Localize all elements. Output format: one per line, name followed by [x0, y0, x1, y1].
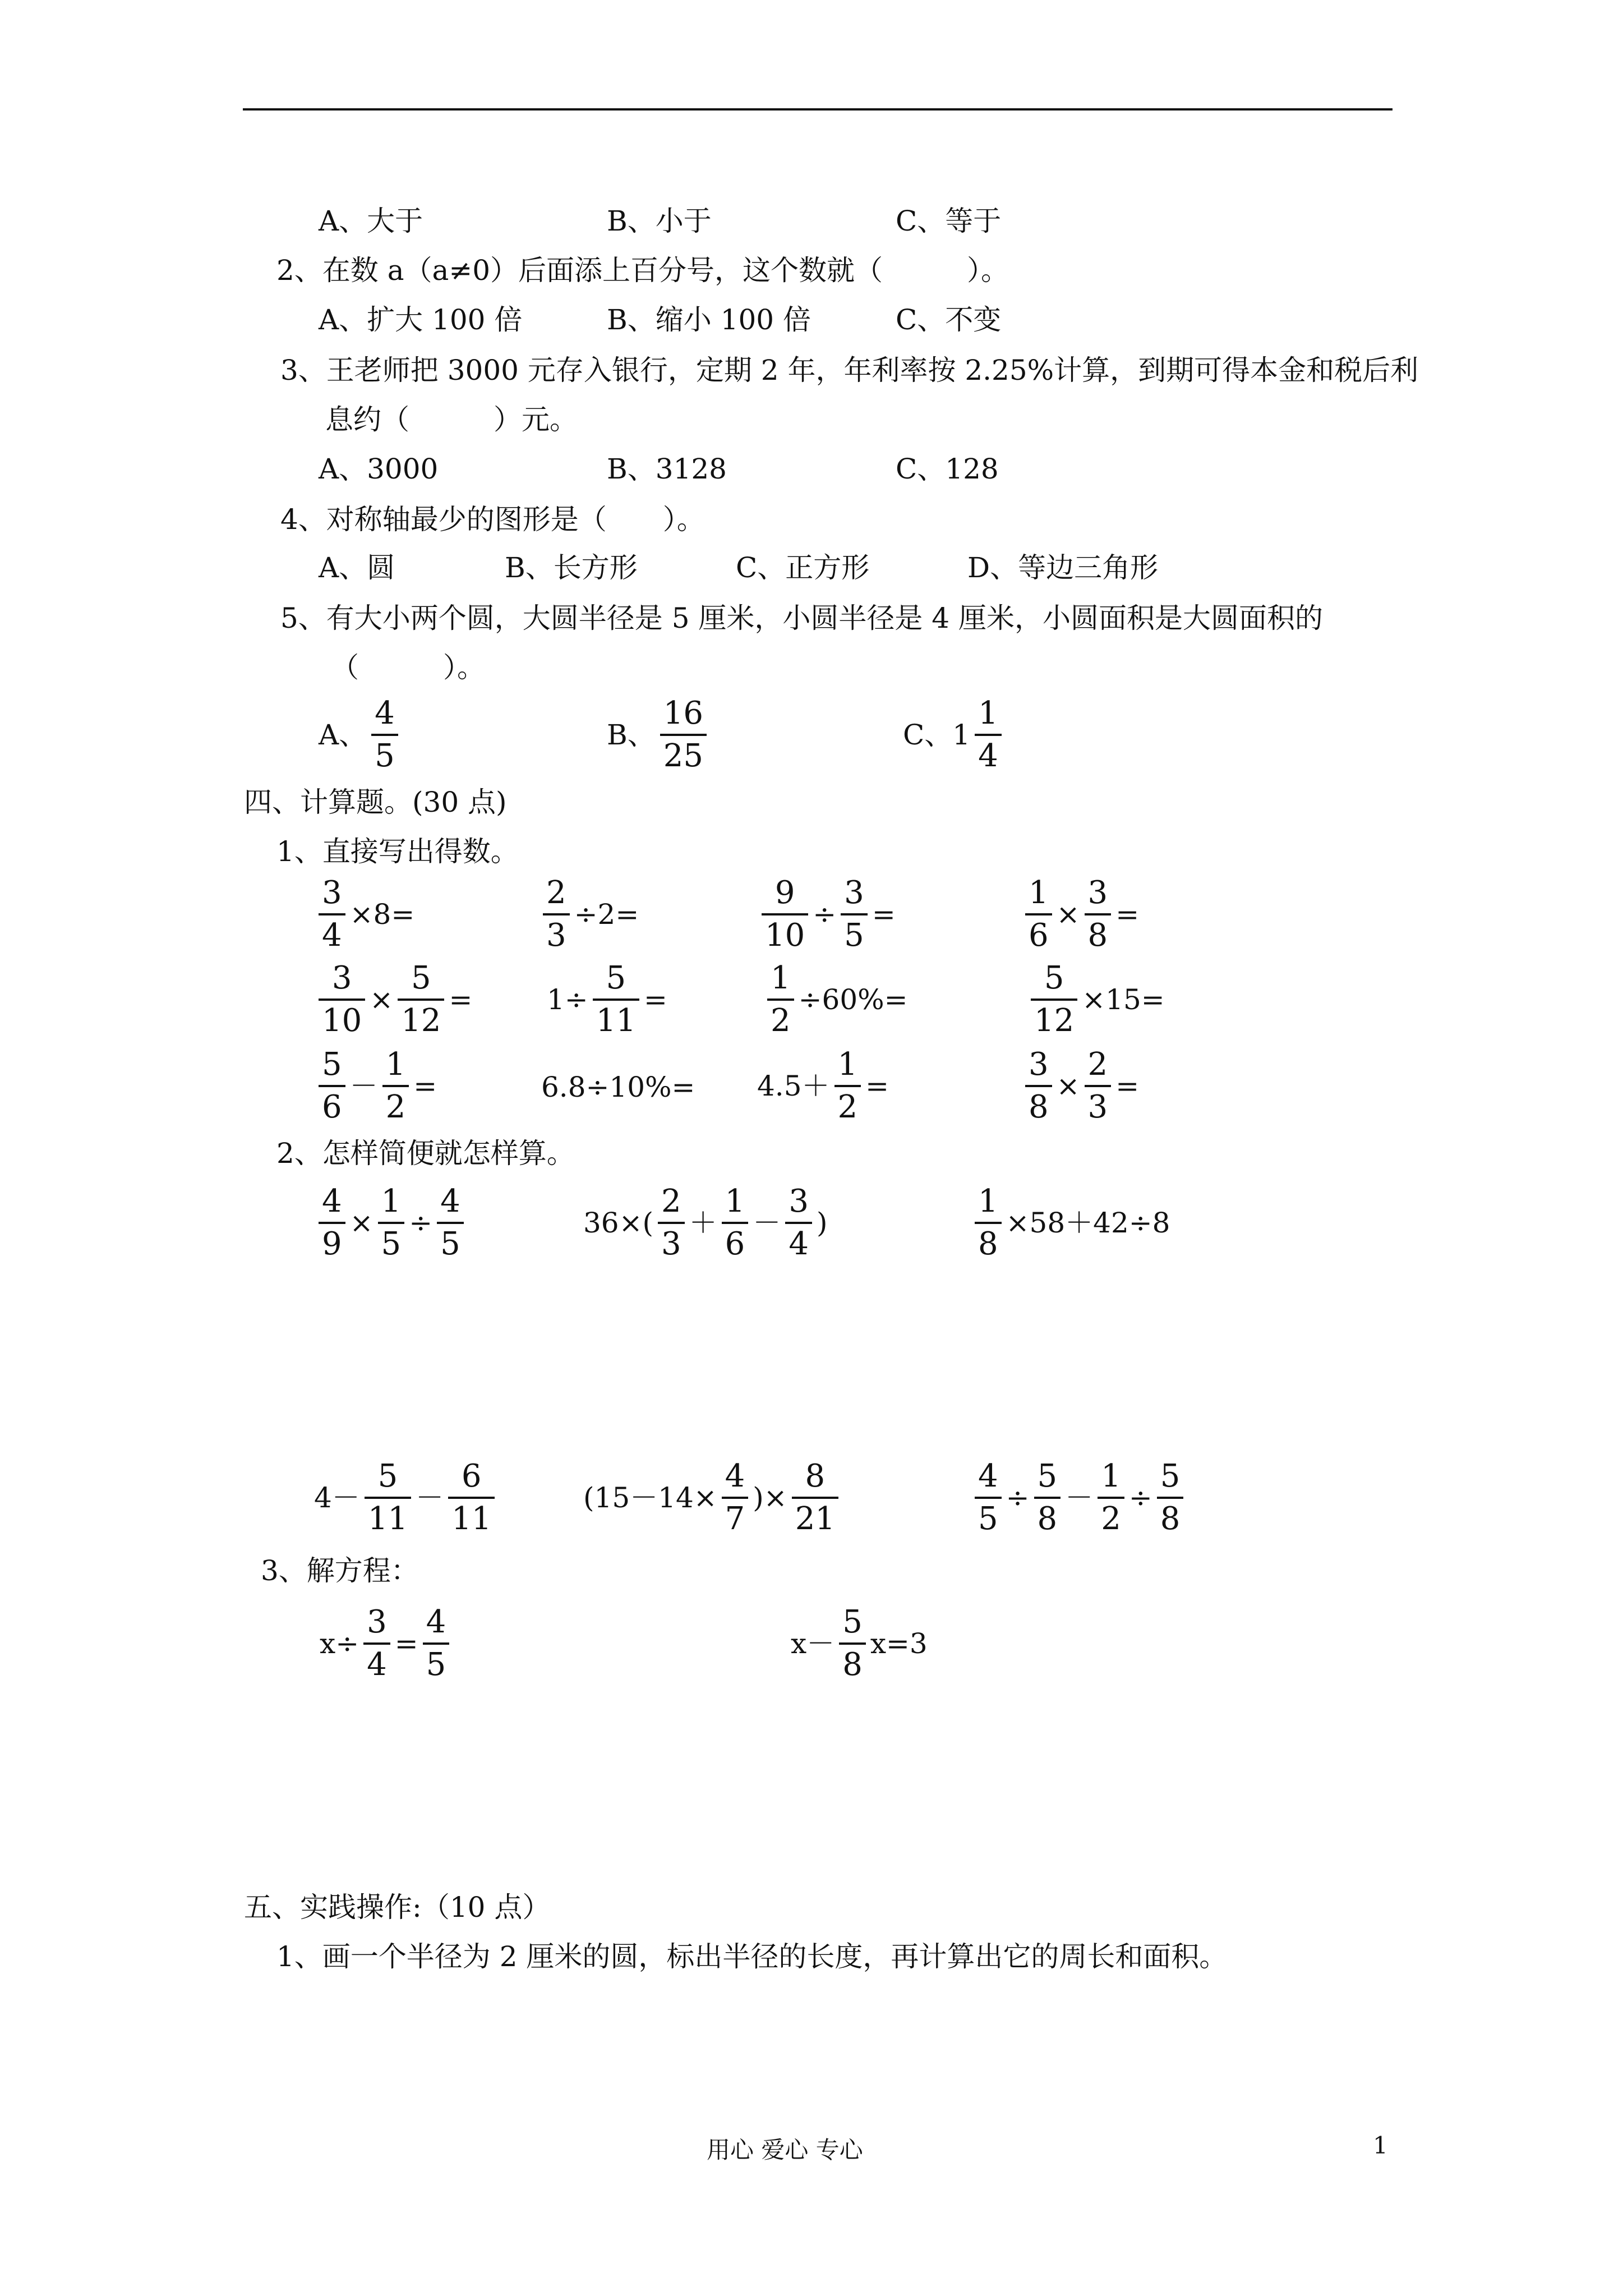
section5-title: 五、实践操作:（10 点）	[244, 1891, 551, 1924]
q1-option-b: B、小于	[607, 205, 712, 237]
calc-3-1: $\frac{5}{6}$ － $\frac{1}{2}$ =	[314, 1047, 437, 1125]
q4-option-a: A、圆	[319, 551, 395, 584]
calc-3-3: 4.5＋ $\frac{1}{2}$ =	[757, 1046, 889, 1125]
calc-2-3: $\frac{1}{2}$ ÷60%=	[763, 960, 908, 1039]
simplify-5: (15－14× $\frac{4}{7}$ )× $\frac{8}{21}$	[583, 1458, 843, 1537]
q4-text: 4、对称轴最少的图形是（ ）。	[280, 503, 705, 536]
q4-option-b: B、长方形	[505, 551, 638, 584]
q5-line2: （ ）。	[331, 651, 485, 684]
q2-text: 2、在数 a（a≠0）后面添上百分号，这个数就（ ）。	[276, 254, 1009, 287]
q3-line1: 3、王老师把 3000 元存入银行，定期 2 年，年利率按 2.25%计算，到期可得本金和税后利	[280, 354, 1419, 386]
section5-q1: 1、画一个半径为 2 厘米的圆，标出半径的长度，再计算出它的周长和面积。	[276, 1940, 1228, 1973]
q5-option-c: C、1 $\frac{1}{4}$	[903, 696, 1006, 774]
q4-option-c: C、正方形	[736, 551, 870, 584]
q4-option-d: D、等边三角形	[967, 551, 1159, 584]
header-rule	[243, 108, 1393, 111]
simplify-3: $\frac{1}{8}$ ×58＋42÷8	[970, 1184, 1170, 1262]
q5-line1: 5、有大小两个圆，大圆半径是 5 厘米，小圆半径是 4 厘米，小圆面积是大圆面积的	[280, 602, 1324, 634]
section4-sub1: 1、直接写出得数。	[276, 835, 519, 868]
q2-option-c: C、不变	[896, 303, 1002, 336]
q5-option-a: A、 $\frac{4}{5}$	[319, 696, 403, 774]
q2-option-a: A、扩大 100 倍	[319, 303, 523, 336]
calc-3-4: $\frac{3}{8}$ × $\frac{2}{3}$ =	[1021, 1047, 1139, 1125]
q5-option-b: B、 $\frac{16}{25}$	[607, 696, 711, 774]
equation-1: x÷ $\frac{3}{4}$ = $\frac{4}{5}$	[320, 1604, 454, 1683]
q1-option-c: C、等于	[896, 205, 1002, 237]
simplify-1: $\frac{4}{9}$ × $\frac{1}{5}$ ÷ $\frac{4}{5}$	[314, 1184, 468, 1262]
simplify-2: 36×( $\frac{2}{3}$ ＋ $\frac{1}{6}$ － $\frac{3}{4}$ )	[583, 1183, 828, 1262]
calc-3-2: 6.8÷10%=	[541, 1071, 695, 1103]
calc-1-4: $\frac{1}{6}$ × $\frac{3}{8}$ =	[1021, 875, 1139, 954]
calc-1-1: $\frac{3}{4}$ ×8=	[314, 875, 414, 954]
section4-title: 四、计算题。(30 点)	[244, 786, 507, 818]
section4-sub3: 3、解方程：	[261, 1554, 419, 1587]
q1-option-a: A、大于	[319, 205, 423, 237]
calc-2-1: $\frac{3}{10}$ × $\frac{5}{12}$ =	[314, 960, 472, 1039]
q3-option-c: C、128	[896, 453, 999, 485]
equation-2: x－ $\frac{5}{8}$ x=3	[791, 1604, 928, 1683]
calc-2-4: $\frac{5}{12}$ ×15=	[1026, 960, 1165, 1039]
q3-option-b: B、3128	[607, 453, 727, 485]
q3-line2: 息约（ ）元。	[325, 403, 578, 436]
footer-motto: 用心 爱心 专心	[707, 2136, 863, 2164]
section4-sub2: 2、怎样简便就怎样算。	[276, 1137, 575, 1170]
simplify-4: 4－ $\frac{5}{11}$ － $\frac{6}{11}$	[314, 1458, 499, 1537]
calc-2-2: 1÷ $\frac{5}{11}$ =	[547, 960, 667, 1039]
calc-1-2: $\frac{2}{3}$ ÷2=	[538, 875, 639, 954]
page-number: 1	[1373, 2132, 1388, 2159]
simplify-6: $\frac{4}{5}$ ÷ $\frac{5}{8}$ － $\frac{1}{2}$ ÷ $\frac{5}{8}$	[970, 1458, 1188, 1537]
q2-option-b: B、缩小 100 倍	[607, 303, 811, 336]
q3-option-a: A、3000	[319, 453, 439, 485]
calc-1-3: $\frac{9}{10}$ ÷ $\frac{3}{5}$ =	[757, 875, 896, 954]
